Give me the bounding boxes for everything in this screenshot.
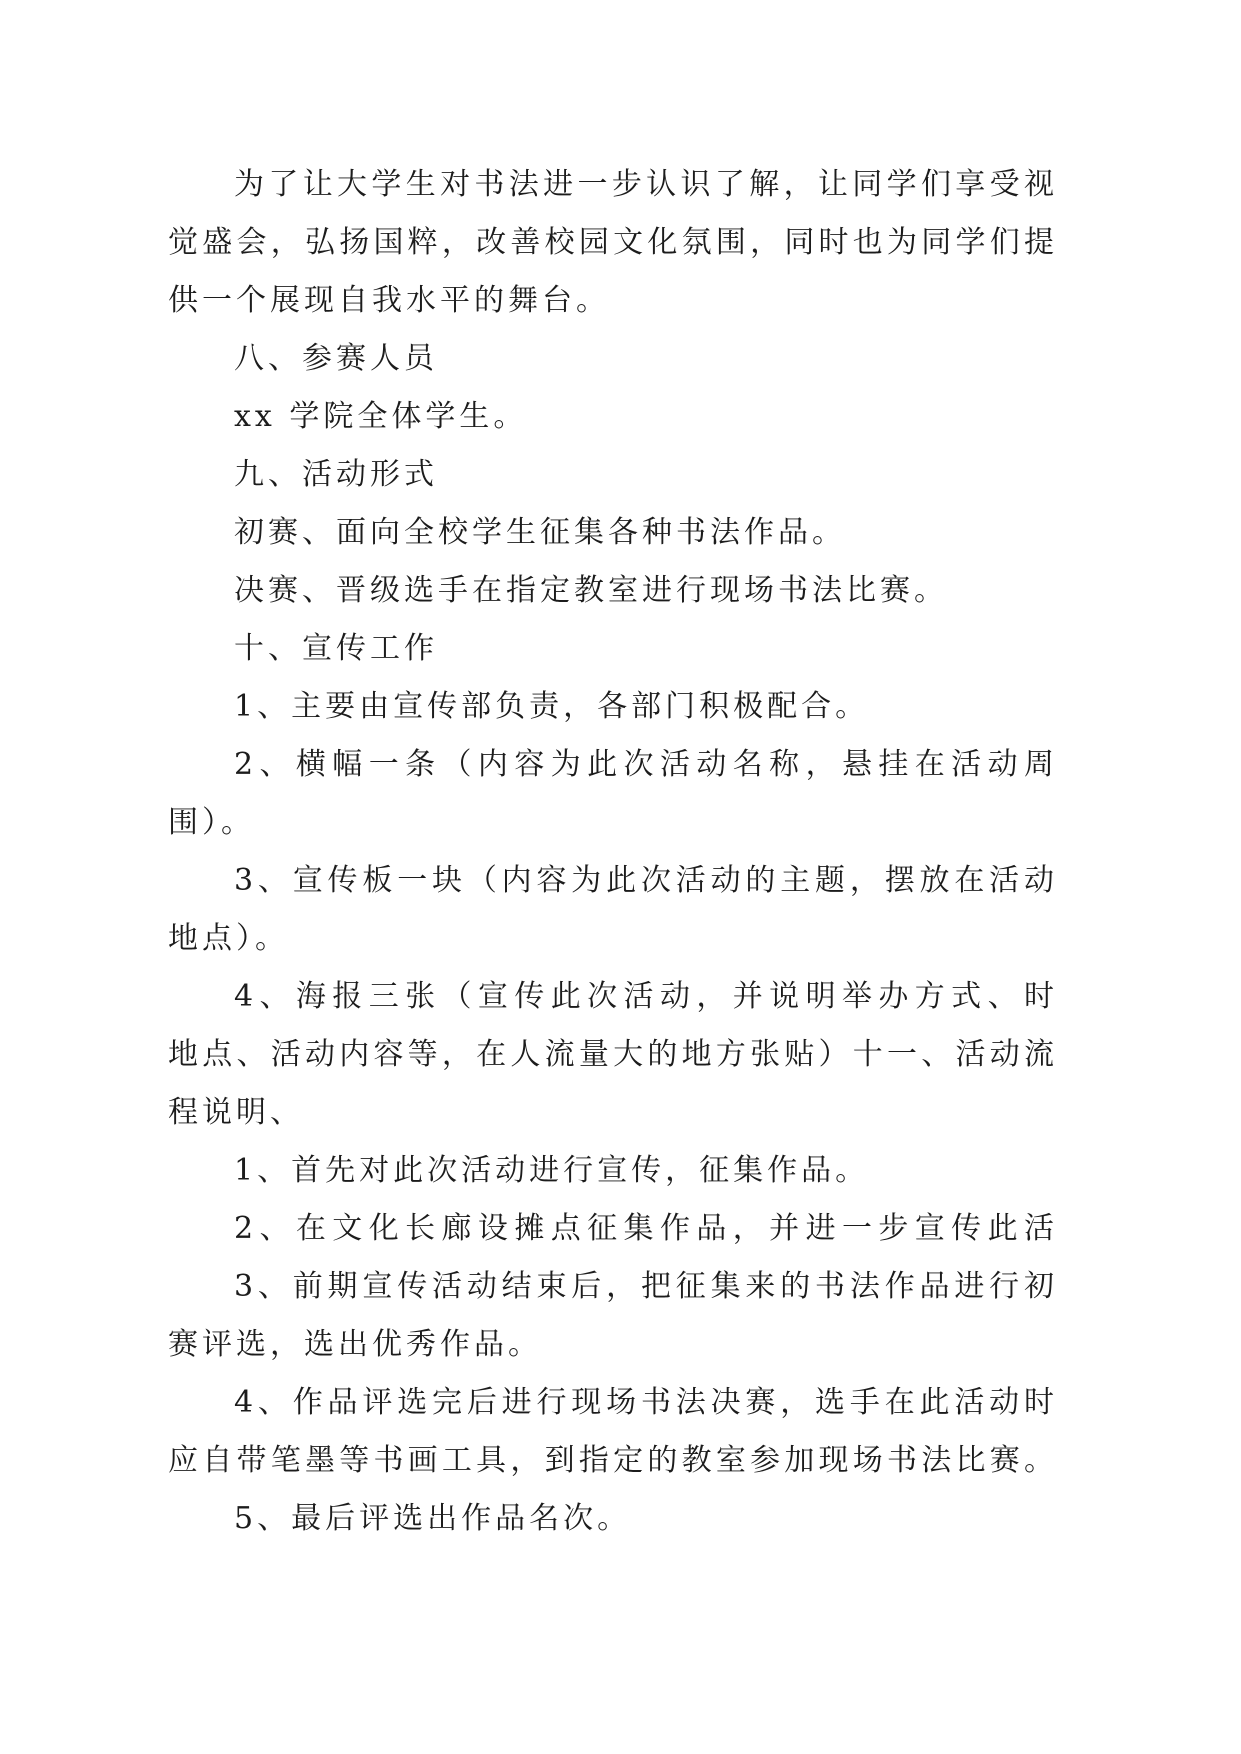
- text-line: 应自带笔墨等书画工具，到指定的教室参加现场书法比赛。: [168, 1443, 1058, 1478]
- text-line: 程说明、: [168, 1095, 304, 1130]
- list-item: [168, 1374, 1058, 1490]
- list-item: [168, 852, 1058, 968]
- list-item: [168, 1258, 1058, 1374]
- text-line: 3、宣传板一块（内容为此次活动的主题，摆放在活动: [234, 863, 1058, 898]
- text-line: 赛评选，选出优秀作品。: [168, 1327, 542, 1362]
- text-line: xx 学院全体学生。: [234, 399, 528, 434]
- list-item: [168, 1142, 1058, 1200]
- document-body: [168, 156, 1058, 1548]
- list-item: [168, 736, 1058, 852]
- paragraph: [168, 504, 1058, 562]
- text-line: 4、海报三张（宣传此次活动，并说明举办方式、时: [234, 979, 1058, 1014]
- section-heading: 十、宣传工作: [234, 631, 438, 666]
- text-line: 1、首先对此次活动进行宣传，征集作品。: [234, 1153, 870, 1188]
- list-item: [168, 678, 1058, 736]
- text-line: 为了让大学生对书法进一步认识了解，让同学们享受视: [234, 167, 1058, 202]
- paragraph: [168, 388, 1058, 446]
- list-item: [168, 1200, 1058, 1258]
- section-heading-participants: [168, 330, 1058, 388]
- list-item: [168, 1490, 1058, 1548]
- text-line: 地点）。: [168, 921, 289, 956]
- section-heading-activity-format: [168, 446, 1058, 504]
- text-line: 2、在文化长廊设摊点征集作品，并进一步宣传此活: [234, 1211, 1058, 1246]
- text-line: 地点、活动内容等，在人流量大的地方张贴）十一、活动流: [168, 1037, 1058, 1072]
- section-heading: 九、活动形式: [234, 457, 438, 492]
- text-line: 3、前期宣传活动结束后，把征集来的书法作品进行初: [234, 1269, 1058, 1304]
- text-line: 5、最后评选出作品名次。: [234, 1501, 632, 1536]
- text-line: 觉盛会，弘扬国粹，改善校园文化氛围，同时也为同学们提: [168, 225, 1058, 260]
- text-line: 围）。: [168, 805, 255, 840]
- text-line: 2、横幅一条（内容为此次活动名称，悬挂在活动周: [234, 747, 1058, 782]
- text-line: 1、主要由宣传部负责，各部门积极配合。: [234, 689, 870, 724]
- text-line: 初赛、面向全校学生征集各种书法作品。: [234, 515, 846, 550]
- list-item: [168, 968, 1058, 1142]
- text-line: 4、作品评选完后进行现场书法决赛，选手在此活动时: [234, 1385, 1058, 1420]
- paragraph: [168, 562, 1058, 620]
- text-line: 决赛、晋级选手在指定教室进行现场书法比赛。: [234, 573, 948, 608]
- section-heading: 八、参赛人员: [234, 341, 438, 376]
- text-line: 供一个展现自我水平的舞台。: [168, 283, 610, 318]
- section-heading-publicity: [168, 620, 1058, 678]
- intro-paragraph: [168, 156, 1058, 330]
